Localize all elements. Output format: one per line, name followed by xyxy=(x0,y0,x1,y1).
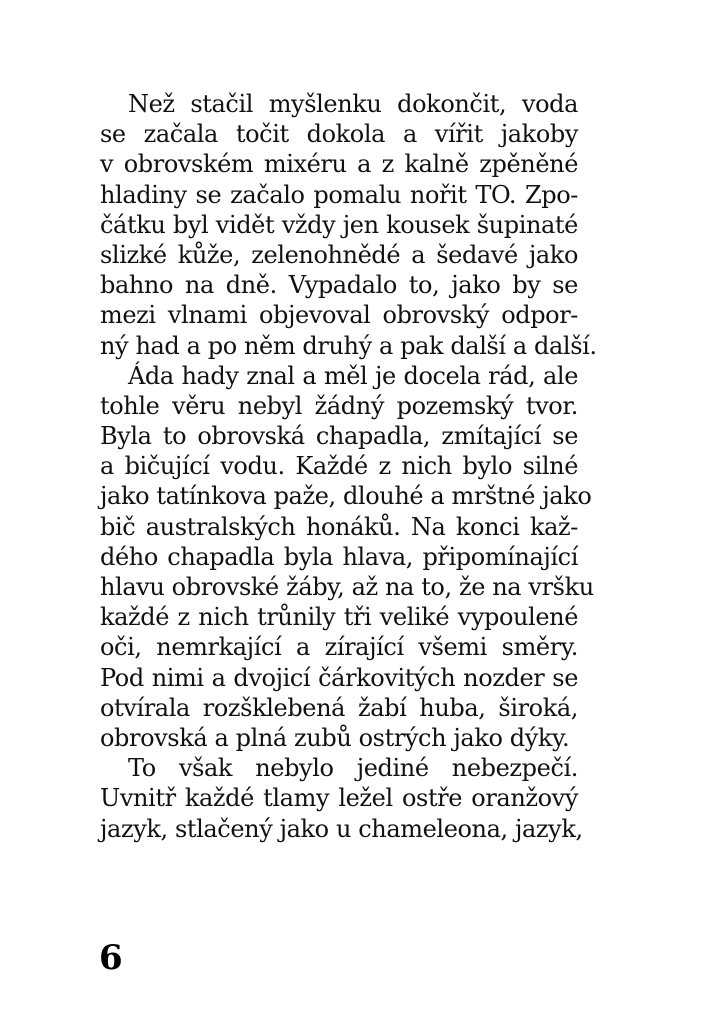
text-line: a bičující vodu. Každé z nich bylo silné xyxy=(100,452,578,481)
text-line: čátku byl vidět vždy jen kousek šupinaté xyxy=(100,210,578,239)
text-line: každé z nich trůnily tři veliké vypoulené xyxy=(100,603,578,632)
text-line: ný had a po něm druhý a pak další a další. xyxy=(100,331,597,360)
text-line: tohle věru nebyl žádný pozemský tvor. xyxy=(100,391,578,420)
text-line: Byla to obrovská chapadla, zmítající se xyxy=(100,422,578,451)
text-line: Áda hady znal a měl je docela rád, ale xyxy=(128,361,578,390)
text-line: To však nebylo jediné nebezpečí. xyxy=(128,754,578,783)
text-line: obrovská a plná zubů ostrých jako dýky. xyxy=(100,723,570,752)
text-line: otvírala rozšklebená žabí huba, široká, xyxy=(100,693,578,722)
text-line: mezi vlnami objevoval obrovský odpor- xyxy=(100,301,578,330)
text-line: bahno na dně. Vypadalo to, jako by se xyxy=(100,271,578,300)
text-line: hladiny se začalo pomalu nořit TO. Zpo- xyxy=(100,180,578,209)
page-number: 6 xyxy=(99,938,123,978)
text-line: bič australských honáků. Na konci kaž- xyxy=(100,512,578,541)
text-line: hlavu obrovské žáby, až na to, že na vršku xyxy=(100,573,594,601)
text-line: jazyk, stlačený jako u chameleona, jazyk, xyxy=(100,814,583,843)
text-line: Pod nimi a dvojicí čárkovitých nozder se xyxy=(100,663,578,692)
text-line: v obrovském mixéru a z kalně zpěněné xyxy=(100,150,578,179)
text-line: Než stačil myšlenku dokončit, voda xyxy=(128,90,578,118)
body-text xyxy=(100,89,597,844)
text-line: jako tatínkova paže, dlouhé a mrštné jako xyxy=(100,482,592,511)
text-line: se začala točit dokola a vířit jakoby xyxy=(100,120,578,149)
text-line: oči, nemrkající a zírající všemi směry. xyxy=(100,633,578,662)
text-line: dého chapadla byla hlava, připomínající xyxy=(100,542,578,571)
text-line: slizké kůže, zelenohnědé a šedavé jako xyxy=(100,240,578,269)
text-line: Uvnitř každé tlamy ležel ostře oranžový xyxy=(100,784,578,813)
